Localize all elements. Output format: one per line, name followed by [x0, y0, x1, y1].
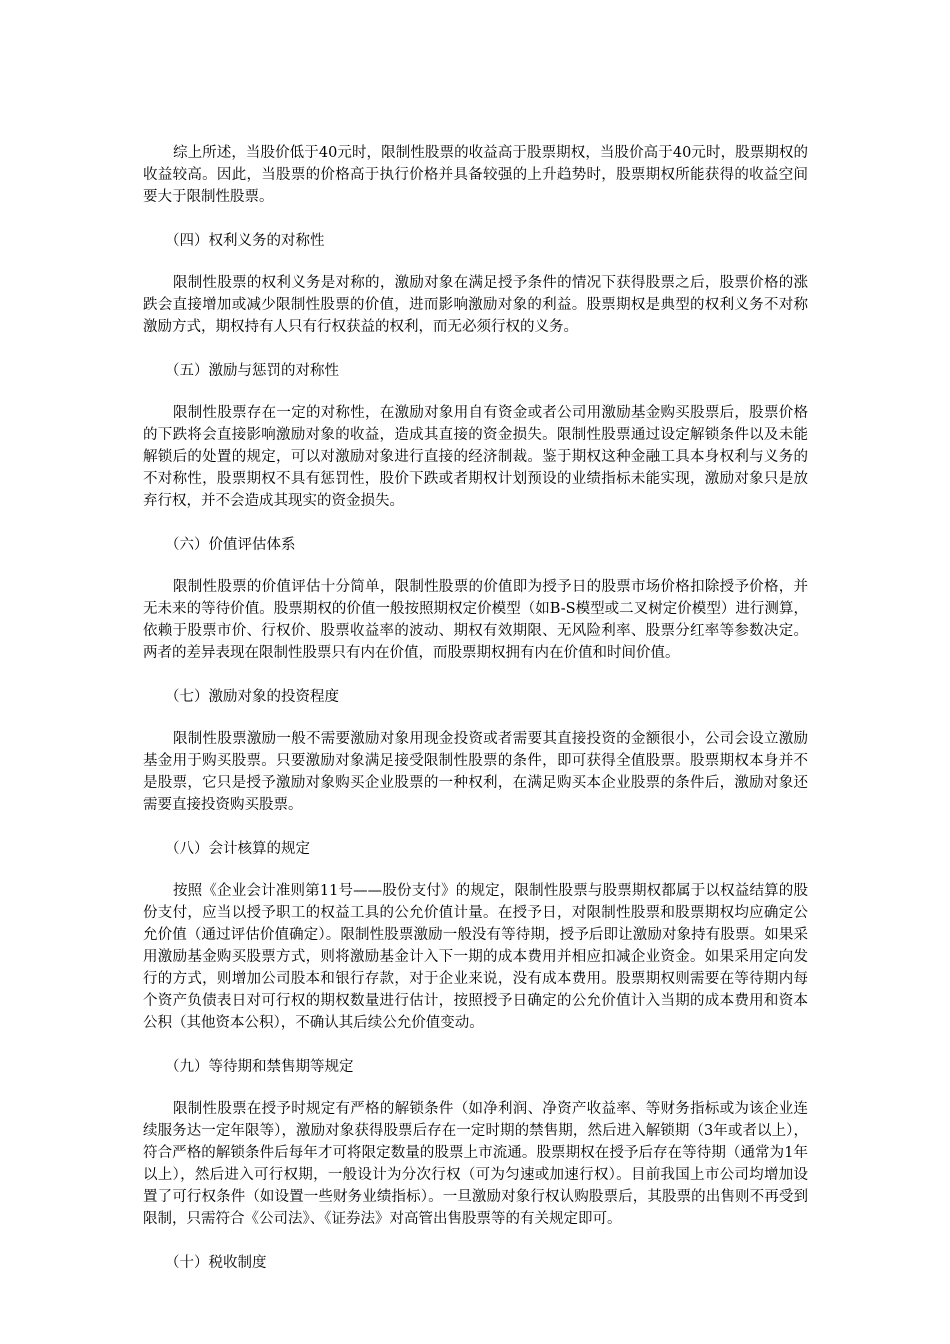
paragraph-section-7: 限制性股票激励一般不需要激励对象用现金投资或者需要其直接投资的金额很小，公司会设立激励基金用于购买股票。只要激励对象满足接受限制性股票的条件，即可获得全值股票。股票期权本身并不是股票，它只是授予激励对象购买企业股票的一种权利，在满足购买本企业股票的条件后，激励对象还需要直接投资购买股票。 — [143, 731, 808, 813]
heading-section-9: （九）等待期和禁售期等规定 — [165, 1059, 354, 1075]
paragraph-section-5: 限制性股票存在一定的对称性，在激励对象用自有资金或者公司用激励基金购买股票后，股票价格的下跌将会直接影响激励对象的收益，造成其直接的资金损失。限制性股票通过设定解锁条件以及未能解锁后的处置的规定，可以对激励对象进行直接的经济制裁。鉴于期权这种金融工具本身权利与义务的不对称性，股票期权不具有惩罚性，股价下跌或者期权计划预设的业绩指标未能实现，激励对象只是放弃行权，并不会造成其现实的资金损失。 — [143, 405, 808, 509]
paragraph-section-6: 限制性股票的价值评估十分简单，限制性股票的价值即为授予日的股票市场价格扣除授予价格，并无未来的等待价值。股票期权的价值一般按照期权定价模型（如B-S模型或二叉树定价模型）进行测算，依赖于股票市价、行权价、股票收益率的波动、期权有效期限、无风险利率、股票分红率等参数决定。两者的差异表现在限制性股票只有内在价值，而股票期权拥有内在价值和时间价值。 — [143, 579, 808, 661]
heading-section-4: （四）权利义务的对称性 — [165, 233, 325, 249]
document-body — [143, 142, 808, 1294]
paragraph-section-9: 限制性股票在授予时规定有严格的解锁条件（如净利润、净资产收益率、等财务指标或为该企业连续服务达一定年限等），激励对象获得股票后存在一定时期的禁售期，然后进入解锁期（3年或者以上），符合严格的解锁条件后每年才可将限定数量的股票上市流通。股票期权在授予后存在等待期（通常为1年以上），然后进入可行权期，一般设计为分次行权（可为匀速或加速行权）。目前我国上市公司均增加设置了可行权条件（如设置一些财务业绩指标）。一旦激励对象行权认购股票后，其股票的出售则不再受到限制，只需符合《公司法》、《证券法》对高管出售股票等的有关规定即可。 — [143, 1101, 808, 1227]
heading-section-10: （十）税收制度 — [165, 1255, 267, 1271]
paragraph-summary: 综上所述，当股价低于40元时，限制性股票的收益高于股票期权，当股价高于40元时，股票期权的收益较高。因此，当股票的价格高于执行价格并具备较强的上升趋势时，股票期权所能获得的收益空间要大于限制性股票。 — [143, 145, 808, 205]
heading-section-5: （五）激励与惩罚的对称性 — [165, 363, 339, 379]
heading-section-7: （七）激励对象的投资程度 — [165, 689, 339, 705]
heading-section-6: （六）价值评估体系 — [165, 537, 296, 553]
paragraph-section-4: 限制性股票的权利义务是对称的，激励对象在满足授予条件的情况下获得股票之后，股票价格的涨跌会直接增加或减少限制性股票的价值，进而影响激励对象的利益。股票期权是典型的权利义务不对称激励方式，期权持有人只有行权获益的权利，而无必须行权的义务。 — [143, 275, 808, 335]
paragraph-section-8: 按照《企业会计准则第11号——股份支付》的规定，限制性股票与股票期权都属于以权益结算的股份支付，应当以授予职工的权益工具的公允价值计量。在授予日，对限制性股票和股票期权均应确定公允价值（通过评估价值确定）。限制性股票激励一般没有等待期，授予后即让激励对象持有股票。如果采用激励基金购买股票方式，则将激励基金计入下一期的成本费用并相应扣减企业资金。如果采用定向发行的方式，则增加公司股本和银行存款，对于企业来说，没有成本费用。股票期权则需要在等待期内每个资产负债表日对可行权的期权数量进行估计，按照授予日确定的公允价值计入当期的成本费用和资本公积（其他资本公积），不确认其后续公允价值变动。 — [143, 883, 808, 1031]
heading-section-8: （八）会计核算的规定 — [165, 841, 310, 857]
